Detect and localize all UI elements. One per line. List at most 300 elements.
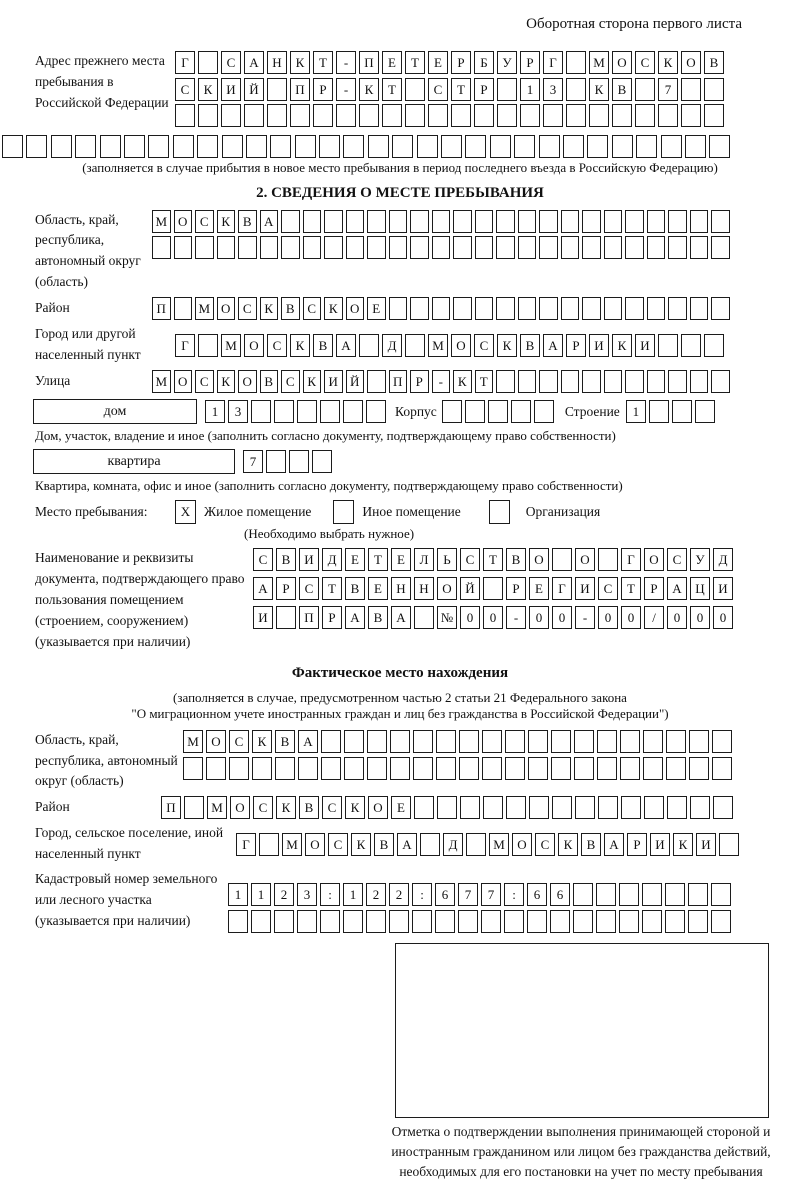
char-cell[interactable] xyxy=(481,910,501,933)
char-cell[interactable]: О xyxy=(451,334,471,357)
char-cell[interactable] xyxy=(539,297,558,320)
char-cell[interactable] xyxy=(483,796,503,819)
char-cell[interactable]: О xyxy=(644,548,664,571)
char-cell[interactable]: В xyxy=(374,833,394,856)
char-cell[interactable]: В xyxy=(581,833,601,856)
char-cell[interactable] xyxy=(539,236,558,259)
char-cell[interactable] xyxy=(198,104,218,127)
char-cell[interactable] xyxy=(367,730,387,753)
char-cell[interactable]: У xyxy=(690,548,710,571)
char-cell[interactable] xyxy=(414,606,434,629)
char-cell[interactable]: К xyxy=(673,833,693,856)
char-cell[interactable] xyxy=(667,796,687,819)
char-cell[interactable] xyxy=(625,210,644,233)
char-cell[interactable]: 0 xyxy=(667,606,687,629)
char-cell[interactable] xyxy=(587,135,608,158)
char-cell[interactable] xyxy=(711,370,730,393)
char-cell[interactable] xyxy=(598,548,618,571)
char-cell[interactable]: В xyxy=(238,210,257,233)
char-cell[interactable] xyxy=(346,236,365,259)
char-cell[interactable] xyxy=(324,210,343,233)
char-cell[interactable]: К xyxy=(497,334,517,357)
char-cell[interactable]: М xyxy=(152,370,171,393)
char-cell[interactable] xyxy=(405,104,425,127)
char-cell[interactable]: 1 xyxy=(251,883,271,906)
char-cell[interactable] xyxy=(389,210,408,233)
char-cell[interactable]: 7 xyxy=(658,78,678,101)
char-cell[interactable] xyxy=(575,796,595,819)
char-cell[interactable]: 3 xyxy=(297,883,317,906)
char-cell[interactable] xyxy=(246,135,267,158)
char-cell[interactable] xyxy=(625,370,644,393)
char-cell[interactable] xyxy=(574,730,594,753)
char-cell[interactable]: С xyxy=(221,51,241,74)
char-cell[interactable] xyxy=(267,78,287,101)
char-cell[interactable] xyxy=(621,796,641,819)
char-cell[interactable] xyxy=(453,236,472,259)
char-cell[interactable] xyxy=(597,757,617,780)
char-cell[interactable] xyxy=(681,78,701,101)
char-cell[interactable]: К xyxy=(276,796,296,819)
char-cell[interactable]: Т xyxy=(475,370,494,393)
char-cell[interactable] xyxy=(709,135,730,158)
char-cell[interactable] xyxy=(183,757,203,780)
char-cell[interactable] xyxy=(148,135,169,158)
char-cell[interactable]: В xyxy=(345,577,365,600)
char-cell[interactable]: Г xyxy=(175,51,195,74)
char-cell[interactable] xyxy=(251,910,271,933)
char-cell[interactable] xyxy=(566,51,586,74)
char-cell[interactable]: С xyxy=(229,730,249,753)
char-cell[interactable]: В xyxy=(281,297,300,320)
char-cell[interactable]: С xyxy=(281,370,300,393)
char-cell[interactable]: С xyxy=(474,334,494,357)
char-cell[interactable]: Т xyxy=(621,577,641,600)
char-cell[interactable]: О xyxy=(612,51,632,74)
char-cell[interactable] xyxy=(711,910,731,933)
char-cell[interactable] xyxy=(506,796,526,819)
char-cell[interactable]: С xyxy=(175,78,195,101)
char-cell[interactable] xyxy=(367,757,387,780)
char-cell[interactable] xyxy=(465,135,486,158)
char-cell[interactable]: М xyxy=(183,730,203,753)
char-cell[interactable] xyxy=(711,210,730,233)
char-cell[interactable]: 2 xyxy=(274,883,294,906)
char-cell[interactable] xyxy=(359,104,379,127)
char-cell[interactable]: 6 xyxy=(550,883,570,906)
char-cell[interactable]: П xyxy=(290,78,310,101)
char-cell[interactable] xyxy=(666,730,686,753)
char-cell[interactable] xyxy=(343,135,364,158)
char-cell[interactable] xyxy=(428,104,448,127)
char-cell[interactable]: Г xyxy=(552,577,572,600)
char-cell[interactable]: П xyxy=(152,297,171,320)
char-cell[interactable] xyxy=(297,910,317,933)
char-cell[interactable] xyxy=(642,910,662,933)
char-cell[interactable] xyxy=(195,236,214,259)
char-cell[interactable] xyxy=(251,400,271,423)
char-cell[interactable] xyxy=(704,78,724,101)
char-cell[interactable]: К xyxy=(612,334,632,357)
char-cell[interactable] xyxy=(528,730,548,753)
char-cell[interactable]: А xyxy=(391,606,411,629)
char-cell[interactable] xyxy=(436,730,456,753)
char-cell[interactable] xyxy=(552,548,572,571)
char-cell[interactable]: С xyxy=(238,297,257,320)
char-cell[interactable] xyxy=(668,297,687,320)
char-cell[interactable]: А xyxy=(336,334,356,357)
char-cell[interactable] xyxy=(620,730,640,753)
char-cell[interactable]: П xyxy=(359,51,379,74)
char-cell[interactable] xyxy=(666,757,686,780)
char-cell[interactable] xyxy=(550,910,570,933)
char-cell[interactable]: О xyxy=(244,334,264,357)
char-cell[interactable] xyxy=(719,833,739,856)
char-cell[interactable]: Р xyxy=(644,577,664,600)
char-cell[interactable]: С xyxy=(428,78,448,101)
char-cell[interactable] xyxy=(625,236,644,259)
char-cell[interactable] xyxy=(405,334,425,357)
char-cell[interactable] xyxy=(649,400,669,423)
char-cell[interactable]: С xyxy=(460,548,480,571)
char-cell[interactable]: К xyxy=(324,297,343,320)
char-cell[interactable]: Г xyxy=(543,51,563,74)
char-cell[interactable]: 1 xyxy=(626,400,646,423)
char-cell[interactable]: - xyxy=(575,606,595,629)
char-cell[interactable]: Т xyxy=(382,78,402,101)
char-cell[interactable]: 6 xyxy=(527,883,547,906)
char-cell[interactable] xyxy=(206,757,226,780)
char-cell[interactable] xyxy=(689,730,709,753)
char-cell[interactable]: В xyxy=(299,796,319,819)
char-cell[interactable] xyxy=(298,757,318,780)
char-cell[interactable] xyxy=(474,104,494,127)
char-cell[interactable] xyxy=(290,104,310,127)
char-cell[interactable]: М xyxy=(221,334,241,357)
char-cell[interactable]: М xyxy=(489,833,509,856)
char-cell[interactable]: / xyxy=(644,606,664,629)
char-cell[interactable]: К xyxy=(260,297,279,320)
char-cell[interactable]: К xyxy=(658,51,678,74)
char-cell[interactable] xyxy=(276,606,296,629)
char-cell[interactable]: Т xyxy=(313,51,333,74)
char-cell[interactable]: А xyxy=(543,334,563,357)
char-cell[interactable] xyxy=(344,757,364,780)
char-cell[interactable] xyxy=(244,104,264,127)
char-cell[interactable] xyxy=(368,135,389,158)
char-cell[interactable] xyxy=(582,236,601,259)
char-cell[interactable]: Р xyxy=(313,78,333,101)
char-cell[interactable] xyxy=(690,370,709,393)
char-cell[interactable]: 6 xyxy=(435,883,455,906)
char-cell[interactable] xyxy=(518,297,537,320)
char-cell[interactable]: К xyxy=(359,78,379,101)
char-cell[interactable]: Р xyxy=(520,51,540,74)
char-cell[interactable]: Г xyxy=(621,548,641,571)
char-cell[interactable]: 0 xyxy=(552,606,572,629)
char-cell[interactable]: Д xyxy=(322,548,342,571)
char-cell[interactable]: И xyxy=(221,78,241,101)
char-cell[interactable] xyxy=(417,135,438,158)
char-cell[interactable] xyxy=(534,400,554,423)
dom-type-box[interactable] xyxy=(33,399,197,424)
char-cell[interactable]: К xyxy=(589,78,609,101)
char-cell[interactable]: Т xyxy=(368,548,388,571)
char-cell[interactable]: В xyxy=(520,334,540,357)
char-cell[interactable] xyxy=(303,236,322,259)
char-cell[interactable]: О xyxy=(174,210,193,233)
char-cell[interactable] xyxy=(259,833,279,856)
char-cell[interactable] xyxy=(690,297,709,320)
char-cell[interactable] xyxy=(389,910,409,933)
kvartira-type-box[interactable] xyxy=(33,449,235,474)
char-cell[interactable] xyxy=(688,883,708,906)
char-cell[interactable] xyxy=(410,210,429,233)
char-cell[interactable] xyxy=(274,910,294,933)
char-cell[interactable] xyxy=(665,883,685,906)
char-cell[interactable]: О xyxy=(529,548,549,571)
char-cell[interactable]: О xyxy=(368,796,388,819)
char-cell[interactable]: 1 xyxy=(205,400,225,423)
char-cell[interactable] xyxy=(466,833,486,856)
char-cell[interactable]: : xyxy=(412,883,432,906)
char-cell[interactable]: А xyxy=(260,210,279,233)
char-cell[interactable]: 2 xyxy=(389,883,409,906)
char-cell[interactable]: А xyxy=(345,606,365,629)
char-cell[interactable]: С xyxy=(598,577,618,600)
char-cell[interactable]: О xyxy=(217,297,236,320)
char-cell[interactable]: В xyxy=(260,370,279,393)
char-cell[interactable] xyxy=(412,910,432,933)
char-cell[interactable] xyxy=(496,370,515,393)
char-cell[interactable] xyxy=(520,104,540,127)
char-cell[interactable] xyxy=(518,236,537,259)
char-cell[interactable]: Б xyxy=(474,51,494,74)
char-cell[interactable] xyxy=(413,730,433,753)
char-cell[interactable] xyxy=(366,400,386,423)
char-cell[interactable]: Г xyxy=(175,334,195,357)
char-cell[interactable]: Ц xyxy=(690,577,710,600)
char-cell[interactable] xyxy=(504,910,524,933)
char-cell[interactable] xyxy=(713,796,733,819)
char-cell[interactable] xyxy=(658,104,678,127)
char-cell[interactable] xyxy=(551,757,571,780)
char-cell[interactable]: А xyxy=(397,833,417,856)
char-cell[interactable] xyxy=(260,236,279,259)
char-cell[interactable] xyxy=(529,796,549,819)
char-cell[interactable]: - xyxy=(336,78,356,101)
char-cell[interactable] xyxy=(382,104,402,127)
char-cell[interactable]: 0 xyxy=(713,606,733,629)
char-cell[interactable] xyxy=(490,135,511,158)
char-cell[interactable] xyxy=(573,910,593,933)
char-cell[interactable] xyxy=(619,883,639,906)
char-cell[interactable]: Е xyxy=(367,297,386,320)
char-cell[interactable] xyxy=(475,236,494,259)
char-cell[interactable] xyxy=(582,210,601,233)
char-cell[interactable] xyxy=(658,334,678,357)
char-cell[interactable]: С xyxy=(535,833,555,856)
char-cell[interactable] xyxy=(389,236,408,259)
char-cell[interactable]: Е xyxy=(382,51,402,74)
char-cell[interactable]: У xyxy=(497,51,517,74)
char-cell[interactable] xyxy=(668,210,687,233)
char-cell[interactable]: Й xyxy=(346,370,365,393)
char-cell[interactable]: А xyxy=(298,730,318,753)
char-cell[interactable] xyxy=(505,757,525,780)
char-cell[interactable]: 0 xyxy=(529,606,549,629)
char-cell[interactable] xyxy=(497,104,517,127)
char-cell[interactable]: С xyxy=(195,210,214,233)
char-cell[interactable] xyxy=(711,236,730,259)
char-cell[interactable] xyxy=(689,757,709,780)
char-cell[interactable]: Й xyxy=(244,78,264,101)
char-cell[interactable]: О xyxy=(346,297,365,320)
char-cell[interactable]: А xyxy=(604,833,624,856)
char-cell[interactable]: К xyxy=(217,210,236,233)
char-cell[interactable] xyxy=(295,135,316,158)
char-cell[interactable]: Р xyxy=(566,334,586,357)
char-cell[interactable] xyxy=(604,370,623,393)
char-cell[interactable] xyxy=(175,104,195,127)
char-cell[interactable] xyxy=(367,210,386,233)
char-cell[interactable]: - xyxy=(506,606,526,629)
char-cell[interactable] xyxy=(451,104,471,127)
char-cell[interactable] xyxy=(270,135,291,158)
char-cell[interactable] xyxy=(539,370,558,393)
char-cell[interactable]: Д xyxy=(713,548,733,571)
char-cell[interactable] xyxy=(281,236,300,259)
char-cell[interactable] xyxy=(336,104,356,127)
char-cell[interactable] xyxy=(390,730,410,753)
char-cell[interactable]: О xyxy=(230,796,250,819)
char-cell[interactable] xyxy=(539,135,560,158)
char-cell[interactable] xyxy=(668,370,687,393)
char-cell[interactable]: Д xyxy=(443,833,463,856)
char-cell[interactable] xyxy=(297,400,317,423)
char-cell[interactable]: Р xyxy=(627,833,647,856)
char-cell[interactable]: Т xyxy=(451,78,471,101)
char-cell[interactable]: О xyxy=(575,548,595,571)
char-cell[interactable]: О xyxy=(206,730,226,753)
char-cell[interactable] xyxy=(704,104,724,127)
char-cell[interactable] xyxy=(497,78,517,101)
char-cell[interactable]: Р xyxy=(506,577,526,600)
char-cell[interactable] xyxy=(612,104,632,127)
char-cell[interactable] xyxy=(313,104,333,127)
char-cell[interactable]: 3 xyxy=(543,78,563,101)
char-cell[interactable]: 0 xyxy=(621,606,641,629)
char-cell[interactable]: Й xyxy=(460,577,480,600)
char-cell[interactable]: Е xyxy=(391,548,411,571)
char-cell[interactable]: В xyxy=(506,548,526,571)
char-cell[interactable] xyxy=(690,210,709,233)
char-cell[interactable] xyxy=(321,757,341,780)
char-cell[interactable] xyxy=(647,297,666,320)
char-cell[interactable]: М xyxy=(282,833,302,856)
char-cell[interactable] xyxy=(604,210,623,233)
char-cell[interactable]: В xyxy=(612,78,632,101)
char-cell[interactable]: И xyxy=(253,606,273,629)
char-cell[interactable]: Е xyxy=(345,548,365,571)
char-cell[interactable] xyxy=(437,796,457,819)
char-cell[interactable] xyxy=(582,370,601,393)
char-cell[interactable]: Н xyxy=(414,577,434,600)
char-cell[interactable]: А xyxy=(253,577,273,600)
char-cell[interactable] xyxy=(324,236,343,259)
char-cell[interactable]: : xyxy=(504,883,524,906)
char-cell[interactable]: М xyxy=(152,210,171,233)
char-cell[interactable] xyxy=(596,883,616,906)
char-cell[interactable]: 7 xyxy=(458,883,478,906)
char-cell[interactable] xyxy=(51,135,72,158)
char-cell[interactable] xyxy=(432,210,451,233)
char-cell[interactable] xyxy=(665,910,685,933)
char-cell[interactable] xyxy=(312,450,332,473)
char-cell[interactable] xyxy=(267,104,287,127)
char-cell[interactable] xyxy=(518,370,537,393)
char-cell[interactable] xyxy=(563,135,584,158)
char-cell[interactable]: 7 xyxy=(481,883,501,906)
char-cell[interactable] xyxy=(436,757,456,780)
char-cell[interactable] xyxy=(458,910,478,933)
char-cell[interactable]: К xyxy=(198,78,218,101)
char-cell[interactable]: Г xyxy=(236,833,256,856)
char-cell[interactable] xyxy=(635,104,655,127)
char-cell[interactable]: О xyxy=(681,51,701,74)
char-cell[interactable] xyxy=(685,135,706,158)
char-cell[interactable] xyxy=(435,910,455,933)
char-cell[interactable] xyxy=(505,730,525,753)
char-cell[interactable] xyxy=(281,210,300,233)
char-cell[interactable] xyxy=(642,883,662,906)
char-cell[interactable]: Р xyxy=(322,606,342,629)
char-cell[interactable]: В xyxy=(276,548,296,571)
char-cell[interactable] xyxy=(604,297,623,320)
char-cell[interactable] xyxy=(367,236,386,259)
char-cell[interactable] xyxy=(414,796,434,819)
char-cell[interactable] xyxy=(274,400,294,423)
char-cell[interactable] xyxy=(198,334,218,357)
char-cell[interactable] xyxy=(597,730,617,753)
char-cell[interactable]: - xyxy=(432,370,451,393)
char-cell[interactable]: - xyxy=(336,51,356,74)
char-cell[interactable]: Н xyxy=(391,577,411,600)
char-cell[interactable] xyxy=(275,757,295,780)
char-cell[interactable] xyxy=(238,236,257,259)
char-cell[interactable] xyxy=(636,135,657,158)
char-cell[interactable] xyxy=(321,730,341,753)
char-cell[interactable]: И xyxy=(299,548,319,571)
char-cell[interactable] xyxy=(514,135,535,158)
char-cell[interactable] xyxy=(518,210,537,233)
char-cell[interactable]: С xyxy=(299,577,319,600)
char-cell[interactable]: В xyxy=(368,606,388,629)
char-cell[interactable]: Д xyxy=(382,334,402,357)
char-cell[interactable] xyxy=(573,883,593,906)
char-cell[interactable]: О xyxy=(238,370,257,393)
char-cell[interactable] xyxy=(643,757,663,780)
char-cell[interactable] xyxy=(488,400,508,423)
char-cell[interactable] xyxy=(566,104,586,127)
char-cell[interactable]: Т xyxy=(405,51,425,74)
char-cell[interactable] xyxy=(2,135,23,158)
char-cell[interactable] xyxy=(346,210,365,233)
char-cell[interactable]: И xyxy=(696,833,716,856)
char-cell[interactable] xyxy=(496,297,515,320)
char-cell[interactable] xyxy=(222,135,243,158)
char-cell[interactable] xyxy=(459,757,479,780)
